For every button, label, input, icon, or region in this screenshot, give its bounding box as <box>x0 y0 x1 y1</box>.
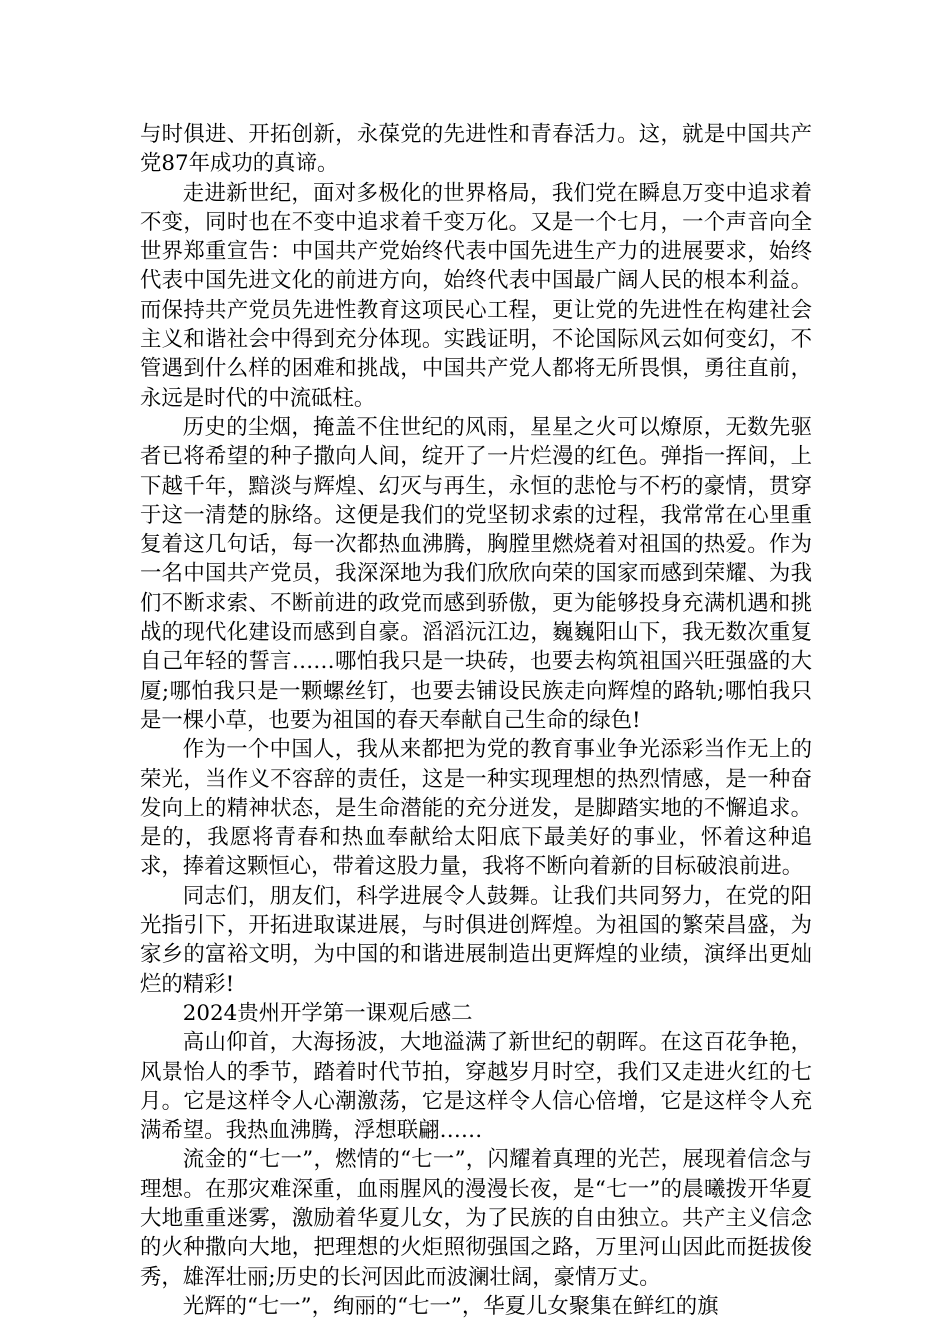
paragraph-3: 历史的尘烟，掩盖不住世纪的风雨，星星之火可以燎原，无数先驱者已将希望的种子撒向人间，绽开了一片烂漫的红色。弹指一挥间，上下越千年，黯淡与辉煌、幻灭与再生，永恒的悲怆与不朽的豪情，贯穿于这一清楚的脉络。这便是我们的党坚韧求索的过程，我常常在心里重复着这几句话，每一次都热血沸腾，胸膛里燃烧着对祖国的热爱。作为一名中国共产党员，我深深地为我们欣欣向荣的国家而感到荣耀、为我们不断求索、不断前进的政党而感到骄傲，更为能够投身充满机遇和挑战的现代化建设而感到自豪。滔滔沅江边，巍巍阳山下，我无数次重复自己年轻的誓言……哪怕我只是一块砖，也要去构筑祖国兴旺强盛的大厦;哪怕我只是一颗螺丝钉，也要去铺设民族走向辉煌的路轨;哪怕我只是一棵小草，也要为祖国的春天奉献自己生命的绿色! <box>140 414 812 733</box>
paragraph-6: 高山仰首，大海扬波，大地溢满了新世纪的朝晖。在这百花争艳，风景怡人的季节，踏着时代节拍，穿越岁月时空，我们又走进火红的七月。它是这样令人心潮激荡，它是这样令人信心倍增，它是这样令人充满希望。我热血沸腾，浮想联翩…… <box>140 1030 812 1144</box>
section-heading: 2024贵州开学第一课观后感二 <box>182 1000 473 1026</box>
paragraph-7: 流金的“七一”，燃情的“七一”，闪耀着真理的光芒，展现着信念与理想。在那灾难深重，血雨腥风的漫漫长夜，是“七一”的晨曦拨开华夏大地重重迷雾，激励着华夏儿女，为了民族的自由独立。共产主义信念的火种撒向大地，把理想的火炬照彻强国之路，万里河山因此而挺拔俊秀，雄浑壮丽;历史的长河因此而波澜壮阔，豪情万丈。 <box>140 1147 812 1290</box>
paragraph-8: 光辉的“七一”，绚丽的“七一”，华夏儿女聚集在鲜红的旗 <box>182 1293 719 1319</box>
paragraph-2: 走进新世纪，面对多极化的世界格局，我们党在瞬息万变中追求着不变，同时也在不变中追求着千变万化。又是一个七月，一个声音向全世界郑重宣告：中国共产党始终代表中国先进生产力的进展要求，始终代表中国先进文化的前进方向，始终代表中国最广阔人民的根本利益。而保持共产党员先进性教育这项民心工程，更让党的先进性在构建社会主义和谐社会中得到充分体现。实践证明，不论国际风云如何变幻，不管遇到什么样的困难和挑战，中国共产党人都将无所畏惧，勇往直前，永远是时代的中流砥柱。 <box>140 180 812 411</box>
body-text <box>140 120 812 1321</box>
paragraph-4: 作为一个中国人，我从来都把为党的教育事业争光添彩当作无上的荣光，当作义不容辞的责任，这是一种实现理想的热烈情感，是一种奋发向上的精神状态，是生命潜能的充分迸发，是脚踏实地的不懈追求。是的，我愿将青春和热血奉献给太阳底下最美好的事业，怀着这种追求，捧着这颗恒心，带着这股力量，我将不断向着新的目标破浪前进。 <box>140 737 812 880</box>
paragraph-1: 与时俱进、开拓创新，永葆党的先进性和青春活力。这，就是中国共产党87年成功的真谛。 <box>140 122 812 177</box>
paragraph-5: 同志们，朋友们，科学进展令人鼓舞。让我们共同努力，在党的阳光指引下，开拓进取谋进展，与时俱进创辉煌。为祖国的繁荣昌盛，为家乡的富裕文明，为中国的和谐进展制造出更辉煌的业绩，演绎出更灿烂的精彩! <box>140 883 812 997</box>
